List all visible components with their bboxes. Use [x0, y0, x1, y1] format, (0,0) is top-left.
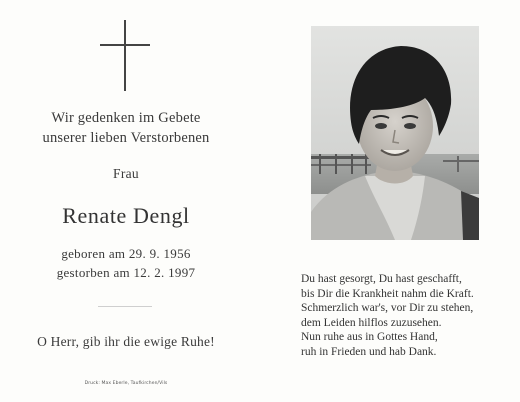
memorial-line-2: unserer lieben Verstorbenen — [42, 130, 210, 146]
cross-horizontal-bar — [100, 44, 150, 46]
death-date-line: gestorben am 12. 2. 1997 — [56, 265, 196, 280]
poem-line-1: Du hast gesorgt, Du hast geschafft, — [301, 273, 462, 285]
cross-vertical-bar — [124, 20, 126, 91]
portrait-illustration — [311, 26, 479, 240]
prayer-line: O Herr, gib ihr die ewige Ruhe! — [37, 334, 215, 349]
cross-icon — [100, 20, 150, 91]
salutation: Frau — [113, 166, 139, 181]
poem — [301, 272, 516, 360]
poem-line-6: ruh in Frieden und hab Dank. — [301, 345, 437, 358]
poem-line-5: Nun ruhe aus in Gottes Hand, — [301, 331, 438, 344]
portrait-photo — [311, 26, 479, 240]
birth-date-line: geboren am 29. 9. 1956 — [61, 246, 191, 261]
poem-line-2: bis Dir die Krankheit nahm die Kraft. — [301, 287, 474, 300]
printer-imprint: Druck: Max Eberle, Taufkirchen/Vils — [84, 381, 168, 386]
memorial-line-1: Wir gedenken im Gebete — [51, 110, 201, 126]
poem-line-3: Schmerzlich war's, vor Dir zu stehen, — [301, 302, 474, 315]
left-panel — [0, 0, 252, 402]
divider — [98, 306, 152, 307]
poem-line-4: dem Leiden hilflos zuzusehen. — [301, 316, 442, 329]
deceased-name: Renate Dengl — [62, 203, 190, 228]
